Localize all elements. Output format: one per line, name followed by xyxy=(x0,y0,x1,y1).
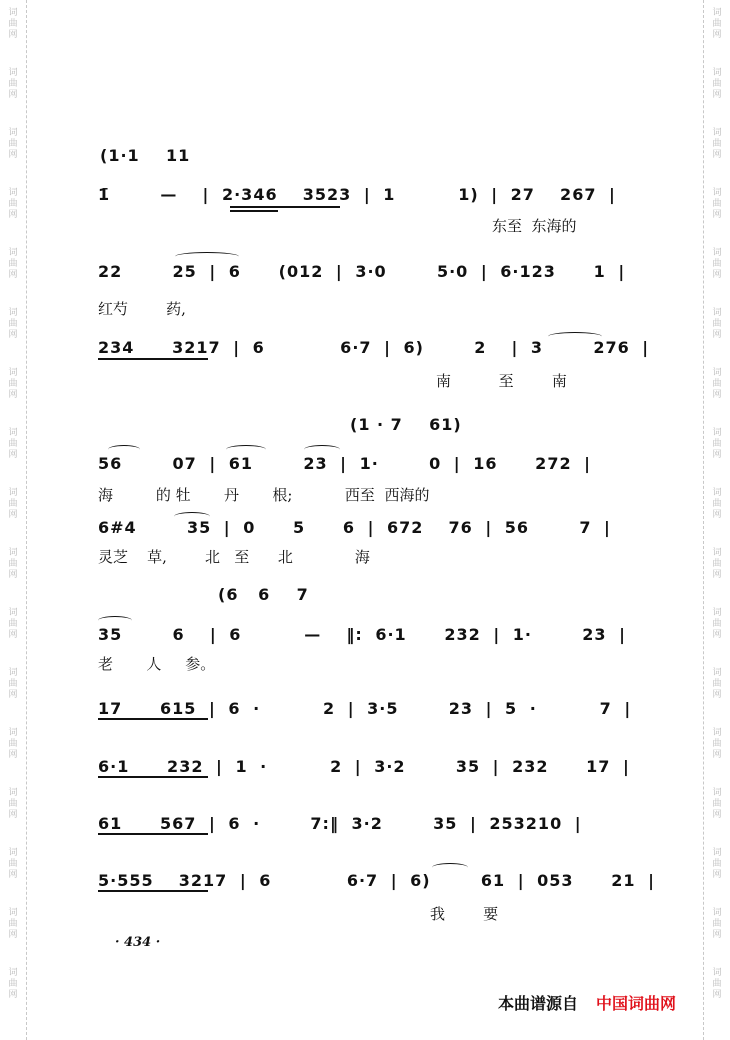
watermark-text: 词 曲 网 xyxy=(712,848,722,880)
slur xyxy=(98,616,132,625)
lyrics-row-1: 东至 东海的 xyxy=(492,217,577,235)
watermark-text: 词 曲 网 xyxy=(712,68,722,100)
notation-row-5: 6#4 35 | 0 5 6 | 672 76 | 56 7 | xyxy=(98,518,611,537)
slur xyxy=(226,445,266,454)
beam xyxy=(98,890,208,892)
watermark-text: 词 曲 网 xyxy=(8,608,18,640)
slur xyxy=(548,332,602,341)
credit-prefix: 本曲谱源自 xyxy=(498,994,579,1013)
pickup-notes-3: (6 6 7 xyxy=(218,585,309,604)
slur xyxy=(108,445,140,454)
notation-row-6: 35 6 | 6 — ‖: 6·1 232 | 1· 23 | xyxy=(98,625,626,644)
watermark-text: 词 曲 网 xyxy=(8,548,18,580)
beam xyxy=(98,718,208,720)
page-number: · 434 · xyxy=(115,935,161,950)
watermark-text: 词 曲 网 xyxy=(712,788,722,820)
watermark-text: 词 曲 网 xyxy=(8,728,18,760)
watermark-text: 词 曲 网 xyxy=(712,488,722,520)
watermark-text: 词 曲 网 xyxy=(712,248,722,280)
watermark-text: 词 曲 网 xyxy=(712,548,722,580)
slur xyxy=(174,512,210,521)
notation-row-2: 22 25 | 6 (012 | 3·0 5·0 | 6·123 1 | xyxy=(98,262,626,281)
watermark-text: 词 曲 网 xyxy=(8,488,18,520)
notation-row-9: 61 567 | 6 · 7:‖ 3·2 35 | 253210 | xyxy=(98,814,582,833)
watermark-text: 词 曲 网 xyxy=(8,68,18,100)
credit-site[interactable]: 中国词曲网 xyxy=(596,994,677,1013)
watermark-text: 词 曲 网 xyxy=(8,848,18,880)
watermark-text: 词 曲 网 xyxy=(712,428,722,460)
watermark-text: 词 曲 网 xyxy=(8,368,18,400)
beam xyxy=(98,358,208,360)
beam xyxy=(230,210,278,212)
beam xyxy=(98,776,208,778)
watermark-text: 词 曲 网 xyxy=(8,668,18,700)
beam xyxy=(230,206,340,208)
watermark-text: 词 曲 网 xyxy=(712,308,722,340)
notation-row-3: 234 3217 | 6 6·7 | 6) 2 | 3 276 | xyxy=(98,338,650,357)
pickup-notes-2: (1 · 7 61) xyxy=(350,415,462,434)
source-credit xyxy=(498,991,676,1014)
slur xyxy=(175,252,239,261)
watermark-text: 词 曲 网 xyxy=(8,968,18,1000)
watermark-text: 词 曲 网 xyxy=(712,8,722,40)
watermark-text: 词 曲 网 xyxy=(8,788,18,820)
watermark-text: 词 曲 网 xyxy=(8,428,18,460)
notation-row-8: 6·1 232 | 1 · 2 | 3·2 35 | 232 17 | xyxy=(98,757,630,776)
watermark-text: 词 曲 网 xyxy=(712,968,722,1000)
lyrics-row-5: 灵芝 草, 北 至 北 海 xyxy=(98,548,370,566)
watermark-text: 词 曲 网 xyxy=(712,668,722,700)
slur xyxy=(432,863,468,872)
watermark-text: 词 曲 网 xyxy=(8,188,18,220)
watermark-text: 词 曲 网 xyxy=(8,308,18,340)
pickup-notes: (1·1 11 xyxy=(100,146,191,165)
watermark-text: 词 曲 网 xyxy=(8,128,18,160)
lyrics-row-3: 南 至 南 xyxy=(436,372,567,390)
watermark-text: 词 曲 网 xyxy=(712,368,722,400)
slur xyxy=(304,445,340,454)
lyrics-row-6: 老 人 参。 xyxy=(98,655,216,673)
watermark-text: 词 曲 网 xyxy=(8,8,18,40)
watermark-text: 词 曲 网 xyxy=(8,248,18,280)
watermark-text: 词 曲 网 xyxy=(712,908,722,940)
watermark-text: 词 曲 网 xyxy=(8,908,18,940)
watermark-text: 词 曲 网 xyxy=(712,188,722,220)
notation-row-4: 56 07 | 61 23 | 1· 0 | 16 272 | xyxy=(98,454,591,473)
beam xyxy=(98,833,208,835)
lyrics-row-2: 红芍 药, xyxy=(98,300,186,318)
notation-row-7: 17 615 | 6 · 2 | 3·5 23 | 5 · 7 | xyxy=(98,699,632,718)
notation-row-1: 1̄ — | 2·346 3523 | 1 1) | 27 267 | xyxy=(98,185,616,204)
watermark-text: 词 曲 网 xyxy=(712,128,722,160)
lyrics-row-4: 海 的 牡 丹 根; 西至 西海的 xyxy=(98,486,430,504)
watermark-text: 词 曲 网 xyxy=(712,608,722,640)
watermark-text: 词 曲 网 xyxy=(712,728,722,760)
notation-row-10: 5·555 3217 | 6 6·7 | 6) 61 | 053 21 | xyxy=(98,871,655,890)
lyrics-row-10: 我 要 xyxy=(430,905,499,923)
